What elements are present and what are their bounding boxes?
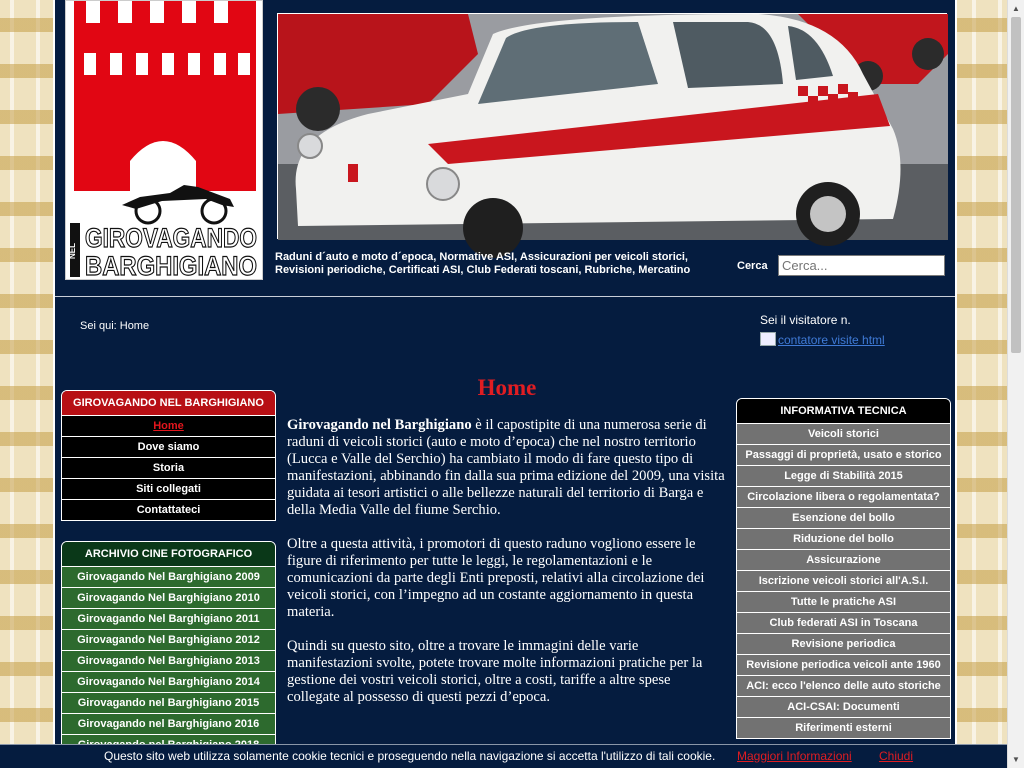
main-menu-item-dove-siamo[interactable]: Dove siamo <box>62 436 275 457</box>
archive-menu-item[interactable]: Girovagando Nel Barghigiano 2010 <box>62 587 275 608</box>
visitor-counter-label: Sei il visitatore n. <box>760 313 851 327</box>
tech-menu-item[interactable]: ACI: ecco l'elenco delle auto storiche <box>737 675 950 696</box>
tech-menu-item[interactable]: Riferimenti esterni <box>737 717 950 738</box>
tech-info-menu <box>736 398 951 739</box>
visitor-counter-link-text: contatore visite html <box>778 333 885 347</box>
page-scrollbar[interactable] <box>1007 0 1024 768</box>
archive-menu-item[interactable]: Girovagando Nel Barghigiano 2014 <box>62 671 275 692</box>
content-paragraph-2: Oltre a questa attività, i promotori di questo raduno vogliono essere le figure di riferimento per tutte le leggi, le regolamentazioni e le comunicazioni da parte degli Enti preposti, relativi alla circolazione dei veicoli storici, con l’impegno ad un costante aggiornamento in questa materia. <box>287 536 705 620</box>
tech-menu-item[interactable]: Circolazione libera o regolamentata? <box>737 486 950 507</box>
content-site-name: Girovagando nel Barghigiano <box>287 417 472 433</box>
cookie-close-link[interactable]: Chiudi <box>879 749 914 763</box>
cookie-more-info-link[interactable]: Maggiori Informazioni <box>737 749 852 763</box>
main-menu-title: GIROVAGANDO NEL BARGHIGIANO <box>62 391 275 415</box>
logo-text-line1: GIROVAGANDO <box>85 223 257 253</box>
archive-menu <box>61 541 276 756</box>
site-tagline: Raduni d´auto e moto d´epoca, Normative ASI, Assicurazioni per veicoli storici, Revisioni periodiche, Certificati ASI, Club Federati toscani, Rubriche, Mercatino <box>275 251 691 276</box>
content-paragraph-1 <box>287 417 725 519</box>
tech-menu-item[interactable]: Assicurazione <box>737 549 950 570</box>
main-menu-item-siti-collegati[interactable]: Siti collegati <box>62 478 275 499</box>
tech-menu-item[interactable]: Iscrizione veicoli storici all'A.S.I. <box>737 570 950 591</box>
archive-menu-item[interactable]: Girovagando Nel Barghigiano 2013 <box>62 650 275 671</box>
tech-menu-item[interactable]: Veicoli storici <box>737 423 950 444</box>
logo-nel-text: NEL <box>68 243 77 259</box>
header-car-photo <box>277 13 947 239</box>
car-photo-image <box>278 14 948 240</box>
tech-menu-item[interactable]: Club federati ASI in Toscana <box>737 612 950 633</box>
scroll-up-arrow-icon[interactable]: ▲ <box>1012 4 1020 13</box>
tech-menu-item[interactable]: ACI-CSAI: Documenti <box>737 696 950 717</box>
search-label: Cerca <box>737 260 768 272</box>
tech-menu-item[interactable]: Legge di Stabilità 2015 <box>737 465 950 486</box>
cookie-banner <box>0 744 1007 768</box>
tech-menu-title: INFORMATIVA TECNICA <box>737 399 950 423</box>
main-menu-item-home[interactable]: Home <box>62 415 275 436</box>
scroll-down-arrow-icon[interactable]: ▼ <box>1012 755 1020 764</box>
visitor-counter-link[interactable] <box>760 332 885 347</box>
broken-image-icon <box>760 332 776 346</box>
scrollbar-thumb[interactable] <box>1011 17 1021 353</box>
main-menu-item-storia[interactable]: Storia <box>62 457 275 478</box>
header-divider <box>55 296 955 297</box>
tech-menu-item[interactable]: Revisione periodica veicoli ante 1960 <box>737 654 950 675</box>
logo-text-line2: BARGHIGIANO <box>85 251 257 281</box>
logo-castle-icon <box>66 1 262 279</box>
archive-menu-title: ARCHIVIO CINE FOTOGRAFICO <box>62 542 275 566</box>
cookie-banner-text: Questo sito web utilizza solamente cookie tecnici e proseguendo nella navigazione si accetta l'utilizzo di tali cookie. <box>104 749 716 763</box>
tech-menu-item[interactable]: Riduzione del bollo <box>737 528 950 549</box>
page-title: Home <box>477 375 537 400</box>
search-input[interactable] <box>778 255 945 276</box>
archive-menu-item[interactable]: Girovagando nel Barghigiano 2016 <box>62 713 275 734</box>
page-frame <box>53 0 957 768</box>
tech-menu-item[interactable]: Revisione periodica <box>737 633 950 654</box>
tech-menu-item[interactable]: Tutte le pratiche ASI <box>737 591 950 612</box>
archive-menu-item[interactable]: Girovagando Nel Barghigiano 2009 <box>62 566 275 587</box>
content-paragraph-1-text: è il capostipite di una numerosa serie di raduni di veicoli storici (auto e moto d’epoca) che nel nostro territorio (Lucca e Valle del Serchio) ha cambiato il modo di fare questo tipo di manifestazioni, abbinando fin dalla sua prima edizione del 2009, una visita guidata ai tesori artistici o alle bellezze naturali del territorio di Barga e della Media Valle del fiume Serchio. <box>287 417 725 518</box>
tech-menu-item[interactable]: Passaggi di proprietà, usato e storico <box>737 444 950 465</box>
archive-menu-item[interactable]: Girovagando Nel Barghigiano 2011 <box>62 608 275 629</box>
site-logo[interactable] <box>65 0 263 280</box>
visitor-counter <box>760 313 885 347</box>
main-content <box>287 417 725 723</box>
tech-menu-item[interactable]: Esenzione del bollo <box>737 507 950 528</box>
archive-menu-item[interactable]: Girovagando Nel Barghigiano 2012 <box>62 629 275 650</box>
main-menu-item-contattateci[interactable]: Contattateci <box>62 499 275 520</box>
archive-menu-item[interactable]: Girovagando nel Barghigiano 2015 <box>62 692 275 713</box>
breadcrumb: Sei qui: Home <box>80 320 150 332</box>
content-paragraph-3: Quindi su questo sito, oltre a trovare le immagini delle varie manifestazioni svolte, potete trovare molte informazioni pratiche per la gestione dei vostri veicoli storici, oltre a costi, tariffe a altre spese collegate al possesso di questi pezzi d’epoca. <box>287 638 703 705</box>
main-menu <box>61 390 276 521</box>
